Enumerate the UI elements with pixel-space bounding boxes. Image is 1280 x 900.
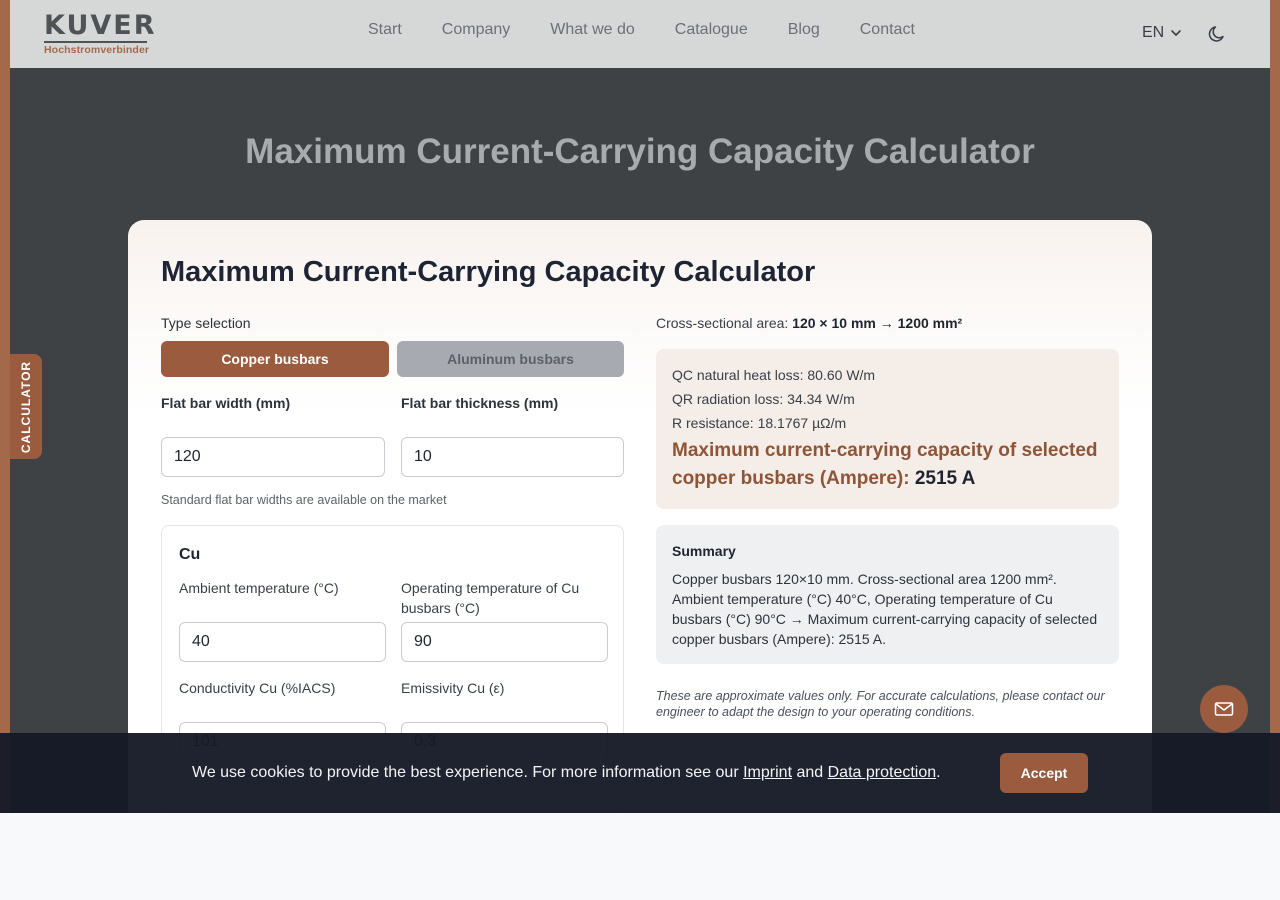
operating-temperature-label: Operating temperature of Cu busbars (°C) bbox=[401, 580, 580, 616]
thickness-input[interactable]: 10 bbox=[401, 437, 624, 477]
width-label: Flat bar width (mm) bbox=[161, 395, 291, 411]
language-selector[interactable] bbox=[1142, 24, 1182, 42]
cross-section-label: Cross-sectional area: bbox=[656, 315, 789, 331]
operating-temperature-input[interactable]: 90 bbox=[401, 622, 608, 662]
cross-section-readout bbox=[656, 315, 962, 331]
calculator-title: Maximum Current-Carrying Capacity Calculator bbox=[161, 256, 816, 288]
side-tab-label: CALCULATOR bbox=[19, 360, 33, 453]
nav-item-contact[interactable]: Contact bbox=[859, 21, 915, 38]
material-title: Cu bbox=[179, 546, 201, 563]
nav-item-what-we-do[interactable]: What we do bbox=[550, 21, 635, 38]
accept-cookies-button[interactable]: Accept bbox=[1000, 753, 1088, 793]
moon-icon[interactable] bbox=[1207, 24, 1227, 44]
emissivity-label: Emissivity Cu (ε) bbox=[401, 680, 505, 696]
ambient-temperature-input[interactable]: 40 bbox=[179, 622, 386, 662]
summary-title: Summary bbox=[672, 543, 736, 559]
chevron-down-icon bbox=[1170, 27, 1182, 39]
cookie-banner bbox=[0, 733, 1280, 813]
nav-item-blog[interactable]: Blog bbox=[787, 21, 820, 38]
site-header bbox=[10, 0, 1270, 68]
type-selection-label: Type selection bbox=[161, 315, 251, 331]
cookie-text bbox=[192, 764, 941, 782]
cookie-period: . bbox=[936, 764, 941, 781]
calculator-side-tab[interactable] bbox=[10, 354, 42, 459]
cookie-message: We use cookies to provide the best experience. For more information see our bbox=[192, 764, 739, 781]
nav-item-company[interactable]: Company bbox=[441, 21, 511, 38]
results-panel bbox=[656, 349, 1119, 509]
disclaimer-note: These are approximate values only. For accurate calculations, please contact our engineer to adapt the design to your operating conditions. bbox=[656, 689, 1105, 719]
width-input[interactable]: 120 bbox=[161, 437, 385, 477]
max-capacity-label: Maximum current-carrying capacity of selected copper busbars (Ampere): bbox=[672, 440, 1098, 489]
logo[interactable] bbox=[44, 12, 157, 56]
aluminum-busbars-button[interactable]: Aluminum busbars bbox=[397, 341, 624, 377]
cookie-and: and bbox=[796, 764, 824, 781]
page bbox=[10, 0, 1270, 813]
main-nav bbox=[368, 21, 915, 39]
qr-radiation-loss: QR radiation loss: 34.34 W/m bbox=[672, 391, 855, 407]
logo-subtitle: Hochstromverbinder bbox=[44, 44, 150, 56]
copper-busbars-button[interactable]: Copper busbars bbox=[161, 341, 389, 377]
logo-rule bbox=[44, 41, 147, 43]
conductivity-label: Conductivity Cu (%IACS) bbox=[179, 680, 336, 696]
language-label: EN bbox=[1142, 24, 1165, 41]
data-protection-link[interactable]: Data protection bbox=[827, 764, 937, 781]
imprint-link[interactable]: Imprint bbox=[743, 764, 793, 781]
max-capacity-result bbox=[672, 437, 1102, 493]
summary-text: Copper busbars 120×10 mm. Cross-sectional area 1200 mm². Ambient temperature (°C) 40°C, Operating temperature of Cu busbars (°C) 90°C → Maximum current-carrying capacity of selected copper busbars (Ampere): 2515 A. bbox=[672, 571, 1098, 647]
ambient-temperature-label: Ambient temperature (°C) bbox=[179, 580, 339, 596]
cross-section-value: 120 × 10 mm → 1200 mm² bbox=[792, 315, 963, 331]
max-capacity-value: 2515 A bbox=[914, 468, 976, 489]
width-hint: Standard flat bar widths are available on the market bbox=[161, 493, 447, 507]
summary-panel bbox=[656, 525, 1119, 664]
logo-word: KUVER bbox=[44, 10, 157, 41]
thickness-label: Flat bar thickness (mm) bbox=[401, 395, 559, 411]
mail-button[interactable] bbox=[1200, 685, 1248, 733]
calculator-card bbox=[128, 220, 1152, 813]
nav-item-catalogue[interactable]: Catalogue bbox=[674, 21, 748, 38]
mail-icon bbox=[1213, 698, 1235, 720]
r-resistance: R resistance: 18.1767 µΩ/m bbox=[672, 415, 847, 431]
hero-title: Maximum Current-Carrying Capacity Calculator bbox=[245, 132, 1035, 171]
qc-heat-loss: QC natural heat loss: 80.60 W/m bbox=[672, 367, 876, 383]
nav-item-start[interactable]: Start bbox=[368, 21, 402, 38]
